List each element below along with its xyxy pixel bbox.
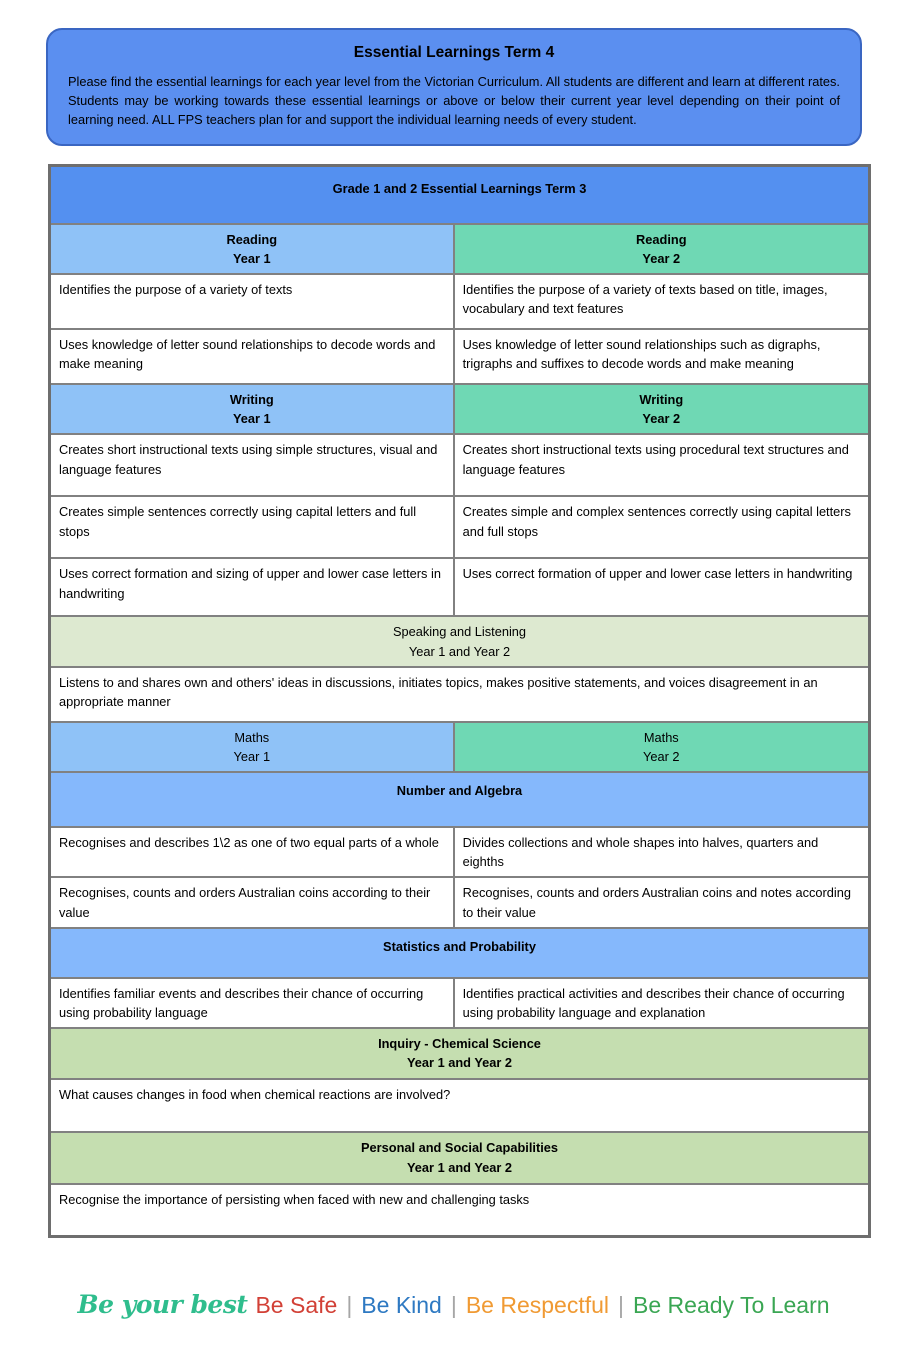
table-row xyxy=(51,666,868,721)
section-header-title: Writing xyxy=(229,391,274,407)
table-row xyxy=(51,721,868,771)
table-title: Grade 1 and 2 Essential Learnings Term 3 xyxy=(51,167,868,223)
value-separator: | xyxy=(450,1291,457,1318)
table-cell: Recognises and describes 1\2 as one of two equal parts of a whole xyxy=(51,828,455,876)
band-header xyxy=(51,1133,868,1183)
table-row xyxy=(51,495,868,557)
value-label: Be Ready To Learn xyxy=(633,1291,830,1318)
table-row xyxy=(51,273,868,328)
learnings-table xyxy=(48,164,871,1238)
value-separator: | xyxy=(346,1291,353,1318)
section-header-title: Maths xyxy=(234,729,270,745)
table-cell: Uses knowledge of letter sound relationships to decode words and make meaning xyxy=(51,330,455,383)
section-header xyxy=(455,225,868,273)
section-header-sub: Year 2 xyxy=(643,748,680,764)
table-cell: Identifies the purpose of a variety of texts xyxy=(51,275,455,328)
table-row xyxy=(51,977,868,1027)
table-cell: Identifies practical activities and describes their chance of occurring using probability language and explanation xyxy=(462,985,845,1020)
band-title: Number and Algebra xyxy=(396,783,523,799)
intro-box xyxy=(46,28,862,146)
section-header-title: Writing xyxy=(639,391,684,407)
table-cell: Creates short instructional texts using simple structures, visual and language features xyxy=(51,435,455,495)
table-row xyxy=(51,927,868,977)
table-cell: Recognise the importance of persisting when faced with new and challenging tasks xyxy=(59,1191,530,1207)
section-header xyxy=(51,225,455,273)
table-row xyxy=(51,826,868,876)
footer-motto xyxy=(0,1290,907,1319)
value-label: Be Kind xyxy=(361,1291,442,1318)
band-header xyxy=(51,929,868,977)
section-header-sub: Year 1 xyxy=(232,411,271,427)
section-header-sub: Year 2 xyxy=(642,411,681,427)
value-label: Be Safe xyxy=(255,1291,338,1318)
table-cell: Uses correct formation and sizing of upper and lower case letters in handwriting xyxy=(51,559,455,615)
band-title: Personal and Social Capabilities xyxy=(361,1140,558,1156)
table-cell: Divides collections and whole shapes into halves, quarters and eighths xyxy=(462,835,819,870)
table-body xyxy=(51,223,868,1235)
section-header xyxy=(51,385,455,433)
band-title: Inquiry - Chemical Science xyxy=(378,1036,541,1052)
table-row xyxy=(51,771,868,826)
table-cell: Creates simple sentences correctly using capital letters and full stops xyxy=(51,497,455,557)
table-row xyxy=(51,223,868,273)
table-row xyxy=(51,1027,868,1077)
section-header-title: Reading xyxy=(226,231,278,247)
table-cell: Identifies familiar events and describes their chance of occurring using probability language xyxy=(51,979,455,1027)
table-title-row xyxy=(51,167,868,223)
table-row xyxy=(51,557,868,615)
table-row xyxy=(51,383,868,433)
table-row xyxy=(51,1131,868,1183)
band-sub: Year 1 and Year 2 xyxy=(406,1055,513,1071)
band-sub: Year 1 and Year 2 xyxy=(408,643,511,659)
table-row xyxy=(51,1078,868,1131)
table-row xyxy=(51,876,868,926)
intro-text: Please find the essential learnings for each year level from the Victorian Curriculum. All students are different and learn at different rates. Students may be working towards these essential learnings or above or below their current year level depending on their point of learning need. ALL FPS teachers plan for and support the individual learning needs of every student. xyxy=(68,74,840,128)
value-label: Be Respectful xyxy=(465,1291,610,1318)
band-title: Speaking and Listening xyxy=(392,624,527,640)
table-row xyxy=(51,1183,868,1235)
table-row xyxy=(51,615,868,665)
section-header-sub: Year 1 xyxy=(233,748,271,764)
motto-script: Be your best xyxy=(77,1289,248,1319)
table-cell: What causes changes in food when chemical reactions are involved? xyxy=(59,1086,451,1102)
section-header-sub: Year 1 xyxy=(232,250,271,266)
table-cell: Recognises, counts and orders Australian coins and notes according to their value xyxy=(462,885,851,920)
table-cell: Identifies the purpose of a variety of texts based on title, images, vocabulary and text features xyxy=(462,281,828,317)
band-title: Statistics and Probability xyxy=(383,938,536,954)
table-row xyxy=(51,328,868,383)
table-cell: Recognises, counts and orders Australian coins according to their value xyxy=(51,878,455,926)
table-row xyxy=(51,433,868,495)
value-separator: | xyxy=(618,1291,625,1318)
section-header xyxy=(455,385,868,433)
table-cell: Uses knowledge of letter sound relationships such as digraphs, trigraphs and suffixes to decode words and make meaning xyxy=(462,336,821,372)
section-header-title: Maths xyxy=(643,729,679,745)
section-header-sub: Year 2 xyxy=(642,250,681,266)
table-cell: Creates short instructional texts using procedural text structures and language features xyxy=(462,442,849,477)
band-header xyxy=(51,773,868,826)
section-header xyxy=(51,723,455,771)
table-cell: Uses correct formation of upper and lower case letters in handwriting xyxy=(462,566,853,582)
page-title: Essential Learnings Term 4 xyxy=(353,44,555,61)
section-header-title: Reading xyxy=(636,231,687,247)
section-header xyxy=(455,723,868,771)
table-cell: Listens to and shares own and others' ideas in discussions, initiates topics, makes positive statements, and voices disagreement in an appropriate manner xyxy=(59,674,818,709)
table-cell: Creates simple and complex sentences correctly using capital letters and full stops xyxy=(462,504,851,539)
band-header xyxy=(51,617,868,665)
band-sub: Year 1 and Year 2 xyxy=(406,1159,513,1175)
band-header xyxy=(51,1029,868,1077)
